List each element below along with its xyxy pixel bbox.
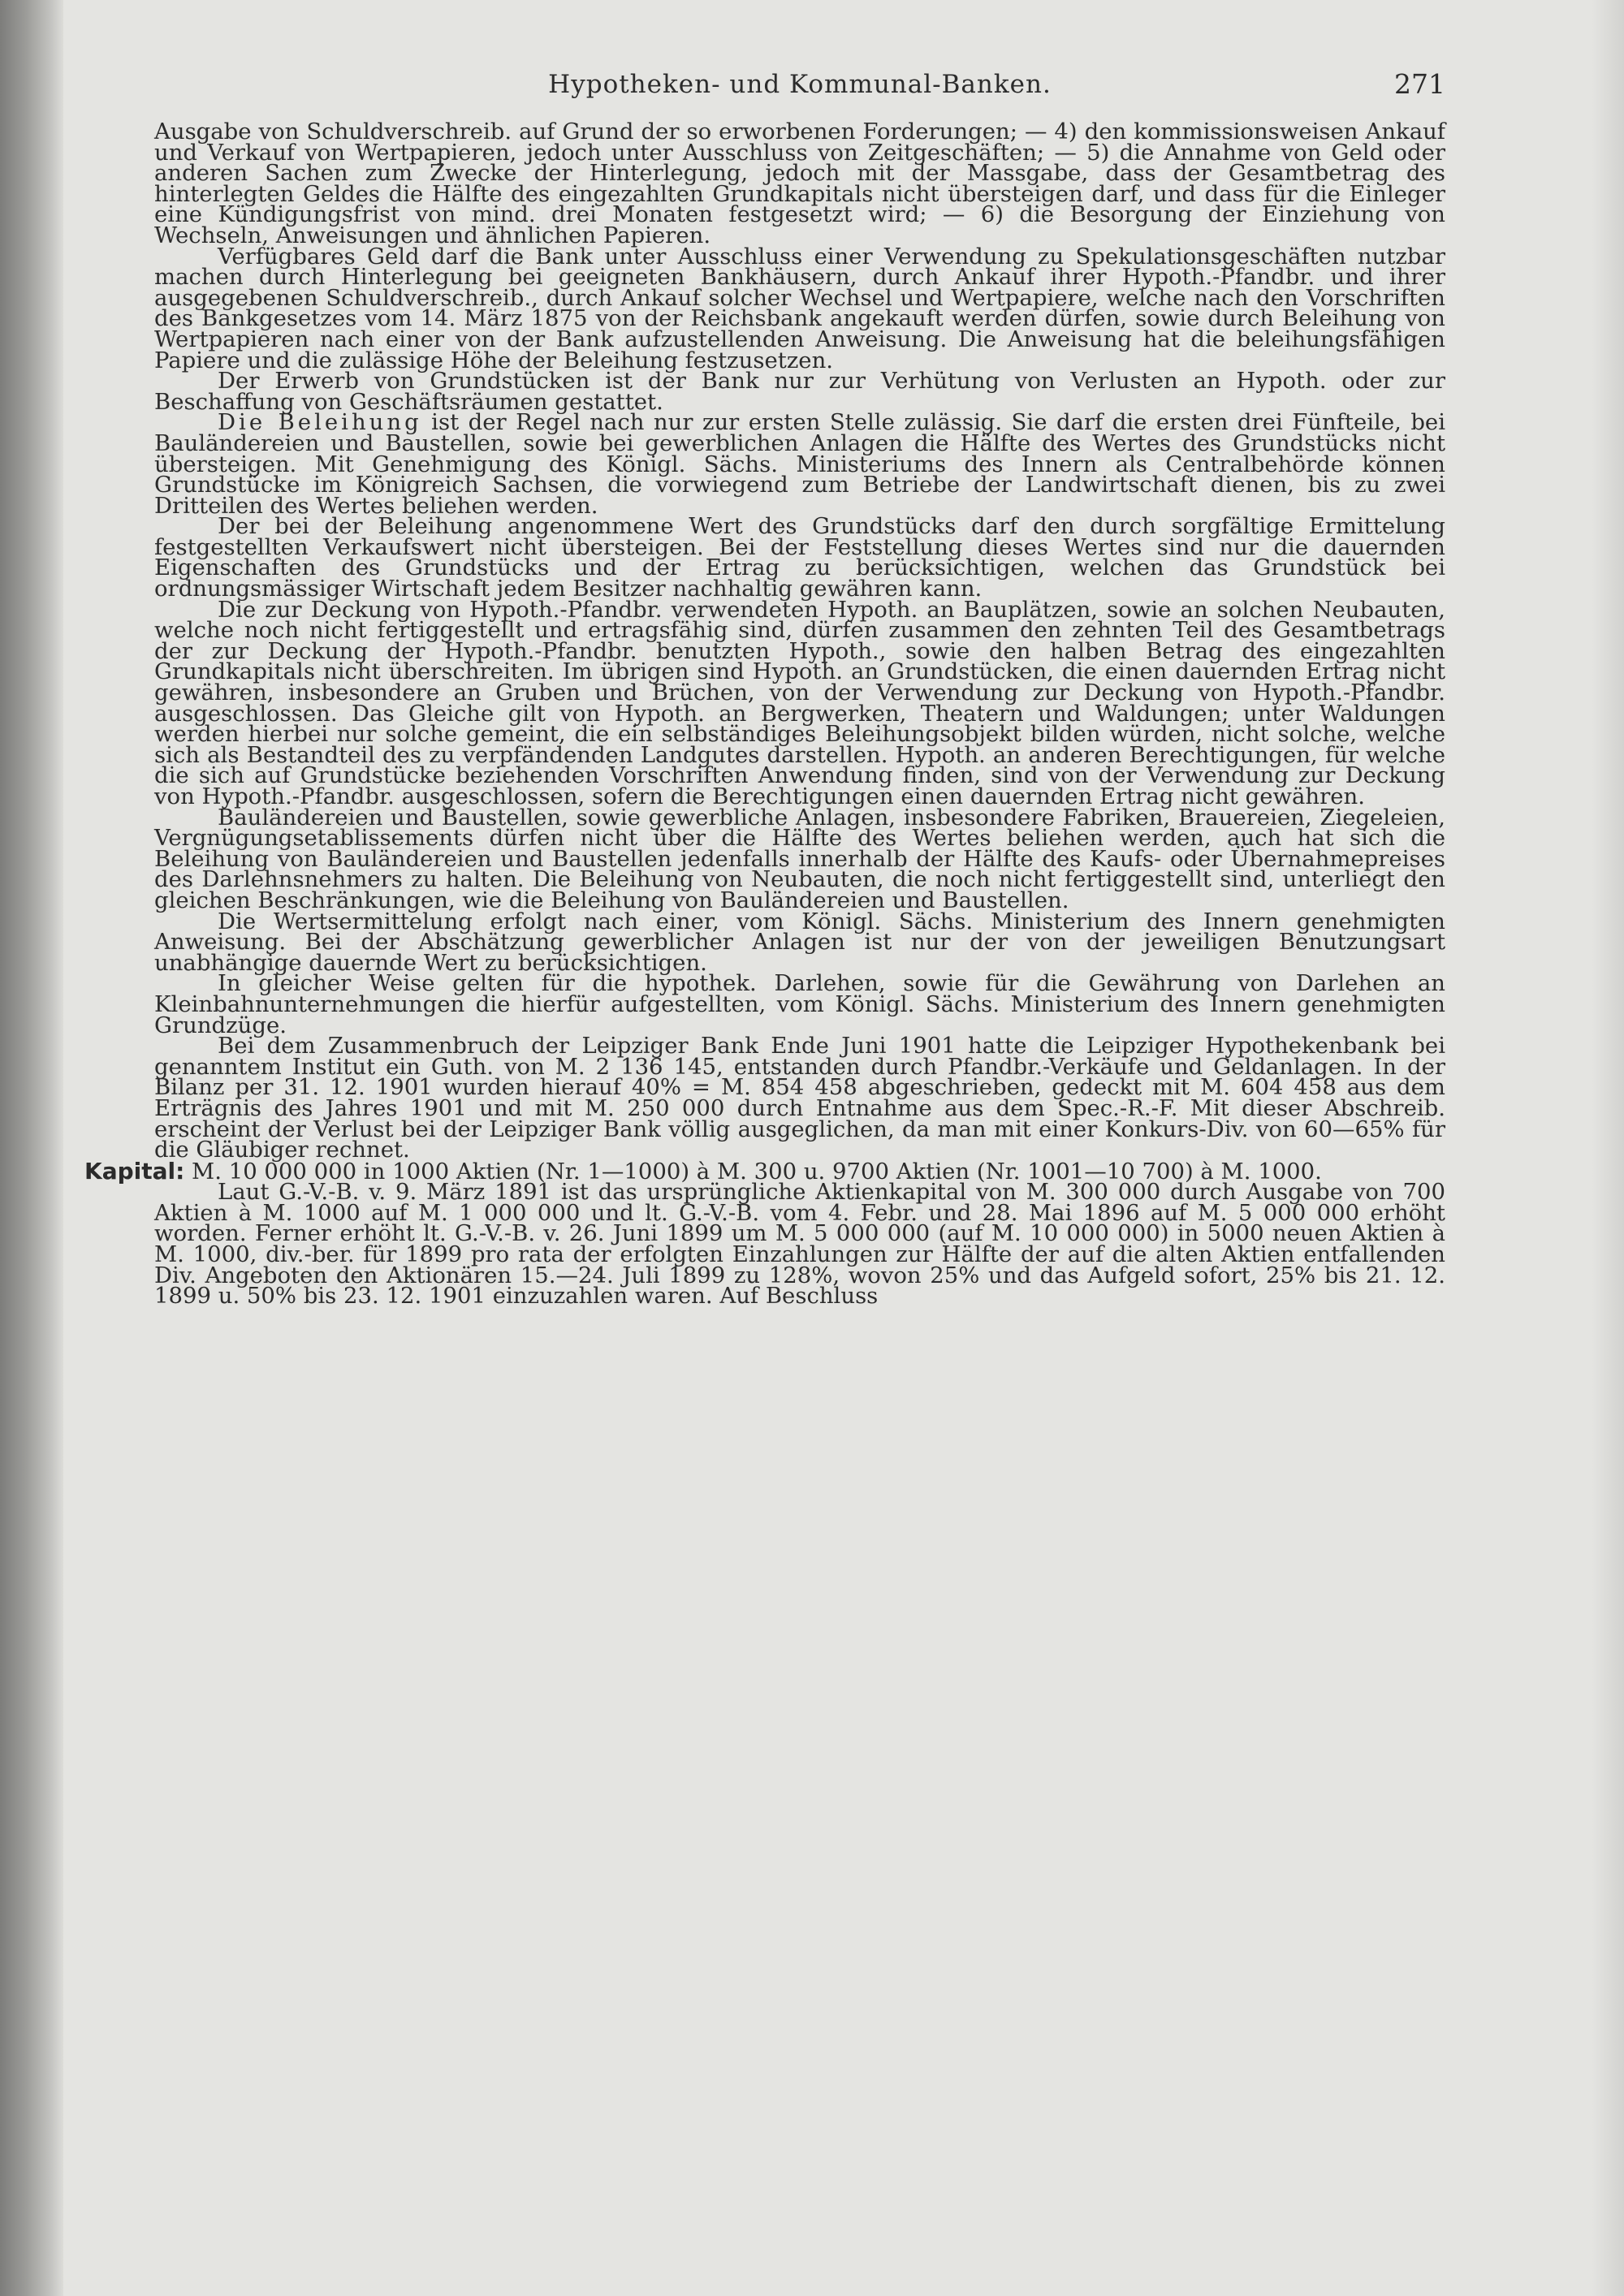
paragraph-3: [154, 368, 1445, 415]
paragraph-4-lead: Die Beleihung: [218, 409, 422, 436]
paragraph-10: [154, 1033, 1445, 1163]
paragraph-6: [154, 596, 1445, 809]
paragraph-8-text: Die Wertsermittelung erfolgt nach einer, vom Königl. Sächs. Ministerium des Innern genehmigten Anweisung. Bei der Abschätzung gewerblicher Anlagen ist nur der von der jeweiligen Benutzungsart unabhängige dauernde Wert zu berücksichtigen.: [154, 908, 1445, 976]
running-title: Hypotheken- und Kommunal-Banken.: [548, 70, 1052, 99]
paragraph-6-text: Die zur Deckung von Hypoth.-Pfandbr. verwendeten Hypoth. an Bauplätzen, sowie an solchen Neubauten, welche noch nicht fertiggestellt und ertragsfähig sind, dürfen zusammen den zehnten Teil des Gesamtbetrags der zur Deckung der Hypoth.-Pfandbr. benutzten Hypoth., sowie den halben Betrag des eingezahlten Grundkapitals nicht überschreiten. Im übrigen sind Hypoth. an Grundstücken, die einen dauernden Ertrag nicht gewähren, insbesondere an Gruben und Brüchen, von der Verwendung zur Deckung von Hypoth.-Pfandbr. ausgeschlossen. Das Gleiche gilt von Hypoth. an Bergwerken, Theatern und Waldungen; unter Waldungen werden hierbei nur solche gemeint, die ein selbständiges Beleihungsobjekt bilden würden, nicht solche, welche sich als Bestandteil des zu verpfändenden Landgutes darstellen. Hypoth. an anderen Berechtigungen, für welche die sich auf Grundstücke beziehenden Vorschriften Anwendung finden, sind von der Verwendung zur Deckung von Hypoth.-Pfandbr. ausgeschlossen, sofern die Berechtigungen einen dauernden Ertrag nicht gewähren.: [154, 596, 1445, 809]
paragraph-1-text: Ausgabe von Schuldverschreib. auf Grund der so erworbenen Forderungen; — 4) den kommissionsweisen Ankauf und Verkauf von Wertpapieren, jedoch unter Ausschluss von Zeitgeschäften; — 5) die Annahme von Geld oder anderen Sachen zum Zwecke der Hinterlegung, jedoch mit der Massgabe, dass der Gesamtbetrag des hinterlegten Geldes die Hälfte des eingezahlten Grundkapitals nicht übersteigen darf, und dass für die Einleger eine Kündigungsfrist von mind. drei Monaten festgesetzt wird; — 6) die Besorgung der Einziehung von Wechseln, Anweisungen und ähnlichen Papieren.: [154, 119, 1445, 248]
paragraph-2-text: Verfügbares Geld darf die Bank unter Ausschluss einer Verwendung zu Spekulationsgeschäften nutzbar machen durch Hinterlegung bei geeigneten Bankhäusern, durch Ankauf ihrer Hypoth.-Pfandbr. und ihrer ausgegebenen Schuldverschreib., durch Ankauf solcher Wechsel und Wertpapiere, welche nach den Vorschriften des Bankgesetzes vom 14. März 1875 von der Reichsbank angekauft werden dürfen, sowie durch Beleihung von Wertpapieren nach einer von der Bank aufzustellenden Anweisung. Die Anweisung hat die beleihungsfähigen Papiere und die zulässige Höhe der Beleihung festzusetzen.: [154, 243, 1445, 373]
paragraph-7: [154, 804, 1445, 913]
paragraph-10-text: Bei dem Zusammenbruch der Leipziger Bank Ende Juni 1901 hatte die Leipziger Hypothekenbank bei genanntem Institut ein Guth. von M. 2 136 145, entstanden durch Pfandbr.-Verkäufe und Geldanlagen. In der Bilanz per 31. 12. 1901 wurden hierauf 40% = M. 854 458 abgeschrieben, gedeckt mit M. 604 458 aus dem Erträgnis des Jahres 1901 und mit M. 250 000 durch Entnahme aus dem Spec.-R.-F. Mit dieser Abschreib. erscheint der Verlust bei der Leipziger Bank völlig ausgeglichen, da man mit einer Konkurs-Div. von 60—65% für die Gläubiger rechnet.: [154, 1033, 1445, 1163]
paragraph-9-text: In gleicher Weise gelten für die hypothek. Darlehen, sowie für die Gewährung von Darlehen an Kleinbahnunternehmungen die hierfür aufgestellten, vom Königl. Sächs. Ministerium des Innern genehmigten Grundzüge.: [154, 970, 1445, 1038]
running-head: [154, 65, 1445, 122]
paragraph-4: [154, 409, 1445, 519]
paragraph-8: [154, 908, 1445, 976]
paragraph-2: [154, 243, 1445, 373]
paragraph-3-text: Der Erwerb von Grundstücken ist der Bank nur zur Verhütung von Verlusten an Hypoth. oder zur Beschaffung von Geschäftsräumen gestattet.: [154, 368, 1445, 415]
document-page: [84, 65, 1445, 1310]
kapital-label: Kapital:: [84, 1157, 185, 1185]
paragraph-final-text: Laut G.-V.-B. v. 9. März 1891 ist das ursprüngliche Aktienkapital von M. 300 000 durch Ausgabe von 700 Aktien à M. 1000 auf M. 1 000 000 und lt. G.-V.-B. vom 4. Febr. und 28. Mai 1896 auf M. 5 000 000 erhöht worden. Ferner erhöht lt. G.-V.-B. v. 26. Juni 1899 um M. 5 000 000 (auf M. 10 000 000) in 5000 neuen Aktien à M. 1000, div.-ber. für 1899 pro rata der erfolgten Einzahlungen zur Hälfte der auf die alten Aktien entfallenden Div. Angeboten den Aktionären 15.—24. Juli 1899 zu 128%, wovon 25% und das Aufgeld sofort, 25% bis 21. 12. 1899 u. 50% bis 23. 12. 1901 einzuzahlen waren. Auf Beschluss: [154, 1179, 1445, 1310]
paragraph-1: [154, 119, 1445, 248]
paragraph-5-text: Der bei der Beleihung angenommene Wert des Grundstücks darf den durch sorgfältige Ermittelung festgestellten Verkaufswert nicht übersteigen. Bei der Feststellung dieses Wertes sind nur die dauernden Eigenschaften des Grundstücks und der Ertrag zu berücksichtigen, welchen das Grundstück bei ordnungsmässiger Wirtschaft jedem Besitzer nachhaltig gewähren kann.: [154, 513, 1445, 602]
paragraph-7-text: Bauländereien und Baustellen, sowie gewerbliche Anlagen, insbesondere Fabriken, Brauereien, Ziegeleien, Vergnügungsetablissements dürfen nicht über die Hälfte des Wertes beliehen werden, auch hat sich die Beleihung von Bauländereien und Baustellen jedenfalls innerhalb der Hälfte des Kaufs- oder Übernahmepreises des Darlehnsnehmers zu halten. Die Beleihung von Neubauten, die noch nicht fertiggestellt sind, unterliegt den gleichen Beschränkungen, wie die Beleihung von Bauländereien und Baustellen.: [154, 804, 1445, 913]
paragraph-final: [154, 1179, 1445, 1310]
paragraph-4-text: ist der Regel nach nur zur ersten Stelle zulässig. Sie darf die ersten drei Fünfteile, bei Bauländereien und Baustellen, sowie bei gewerblichen Anlagen die Hälfte des Wertes des Grundstücks nicht übersteigen. Mit Genehmigung des Königl. Sächs. Ministeriums des Innern als Centralbehörde können Grundstücke im Königreich Sachsen, die vorwiegend zum Betriebe der Landwirtschaft dienen, bis zu zwei Dritteilen des Wertes beliehen werden.: [154, 409, 1445, 519]
page-number: 271: [1394, 68, 1445, 100]
book-binding-edge: [0, 0, 63, 2296]
page-right-edge: [1592, 0, 1624, 2296]
kapital-text: M. 10 000 000 in 1000 Aktien (Nr. 1—1000) à M. 300 u. 9700 Aktien (Nr. 1001—10 700) à M. 1000.: [184, 1158, 1322, 1185]
paragraph-9: [154, 970, 1445, 1038]
paragraph-5: [154, 513, 1445, 602]
